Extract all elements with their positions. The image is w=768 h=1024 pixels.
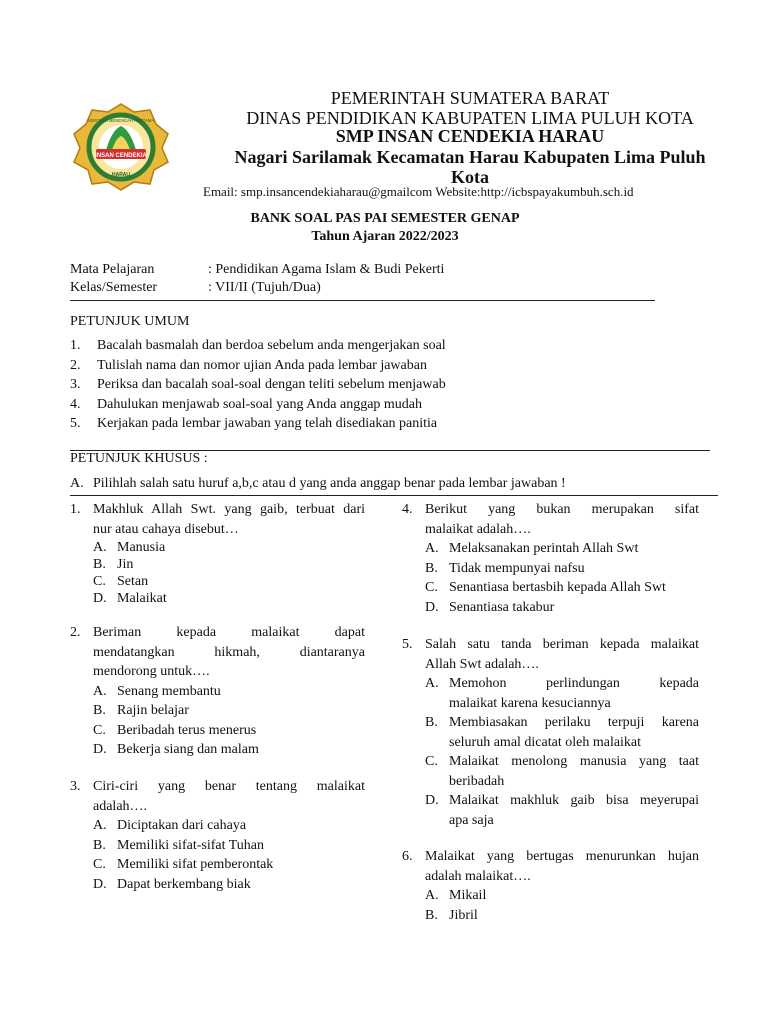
general-item-num: 2. bbox=[70, 357, 81, 373]
option-d bbox=[93, 590, 365, 607]
exam-title: BANK SOAL PAS PAI SEMESTER GENAP bbox=[250, 211, 520, 226]
info-value-class: : VII/II (Tujuh/Dua) bbox=[208, 280, 321, 295]
option-text: Memiliki sifat-sifat Tuhan bbox=[117, 837, 264, 853]
option-text: Senantiasa takabur bbox=[449, 599, 555, 615]
option-letter: B. bbox=[93, 837, 106, 853]
option-b bbox=[93, 836, 365, 856]
divider-special bbox=[70, 495, 718, 496]
option-c bbox=[425, 752, 699, 791]
option-letter: C. bbox=[93, 722, 106, 738]
option-letter: A. bbox=[425, 541, 439, 556]
question-number: 4. bbox=[402, 502, 413, 517]
question-text: Allah Swt adalah…. bbox=[425, 656, 539, 672]
option-d bbox=[425, 791, 699, 830]
option-text: Memohon perlindungan kepada bbox=[449, 676, 699, 691]
option-text: Jibril bbox=[449, 907, 478, 923]
option-a bbox=[93, 539, 365, 556]
option-text: seluruh amal dicatat oleh malaikat bbox=[449, 734, 642, 750]
general-item-text: Kerjakan pada lembar jawaban yang telah disediakan panitia bbox=[97, 416, 438, 431]
question-1 bbox=[70, 500, 365, 607]
option-text: Malaikat bbox=[117, 591, 167, 606]
option-c bbox=[93, 721, 365, 741]
option-letter: A. bbox=[93, 540, 107, 555]
option-letter: C. bbox=[93, 574, 106, 589]
option-letter: B. bbox=[425, 907, 438, 923]
option-a bbox=[425, 674, 699, 713]
question-6 bbox=[402, 847, 699, 925]
option-text: apa saja bbox=[449, 812, 494, 828]
option-letter: D. bbox=[425, 793, 439, 808]
option-a bbox=[93, 816, 365, 836]
option-letter: C. bbox=[425, 580, 438, 595]
option-letter: B. bbox=[425, 715, 438, 730]
question-number: 2. bbox=[70, 625, 81, 640]
header-line-agency: DINAS PENDIDIKAN KABUPATEN LIMA PULUH KOTA bbox=[246, 108, 694, 128]
option-letter: D. bbox=[93, 742, 107, 757]
question-number: 1. bbox=[70, 502, 81, 517]
option-letter: A. bbox=[425, 888, 439, 903]
special-instruction-letter: A. bbox=[70, 476, 84, 491]
question-3 bbox=[70, 777, 365, 894]
option-text: Bekerja siang dan malam bbox=[117, 742, 259, 757]
question-5 bbox=[402, 635, 699, 830]
option-letter: B. bbox=[93, 703, 106, 718]
info-label-subject: Mata Pelajaran bbox=[70, 262, 155, 277]
option-d bbox=[93, 740, 365, 760]
logo-text-mid: INSAN CENDEKIA bbox=[95, 153, 147, 159]
exam-year: Tahun Ajaran 2022/2023 bbox=[311, 229, 459, 244]
question-text: adalah…. bbox=[93, 798, 148, 814]
general-item bbox=[70, 356, 510, 376]
question-text: Makhluk Allah Swt. yang gaib, terbuat dari bbox=[93, 502, 365, 517]
question-4 bbox=[402, 500, 699, 617]
header-line-address: Nagari Sarilamak Kecamatan Harau Kabupaten Lima Puluh bbox=[234, 147, 706, 167]
info-value-subject: : Pendidikan Agama Islam & Budi Pekerti bbox=[208, 262, 445, 277]
general-item-num: 1. bbox=[70, 338, 81, 353]
general-item-text: Tulislah nama dan nomor ujian Anda pada lembar jawaban bbox=[97, 357, 427, 373]
option-text: Senang membantu bbox=[117, 683, 221, 699]
header-line-address-cont: Kota bbox=[451, 167, 489, 187]
question-number: 6. bbox=[402, 849, 413, 864]
option-b bbox=[425, 713, 699, 752]
header-line-school: SMP INSAN CENDEKIA HARAU bbox=[335, 126, 605, 146]
option-c bbox=[425, 578, 699, 598]
option-letter: C. bbox=[93, 857, 106, 872]
general-item-text: Periksa dan bacalah soal-soal dengan teliti sebelum menjawab bbox=[97, 377, 446, 392]
option-text: Rajin belajar bbox=[117, 703, 189, 718]
option-letter: D. bbox=[93, 591, 107, 606]
option-text: Setan bbox=[117, 574, 149, 589]
general-item-num: 3. bbox=[70, 377, 81, 392]
general-item-num: 4. bbox=[70, 396, 81, 412]
option-text: Beribadah terus menerus bbox=[117, 722, 257, 738]
option-b bbox=[93, 701, 365, 721]
option-text: Senantiasa bertasbih kepada Allah Swt bbox=[449, 580, 666, 595]
question-text: adalah malaikat…. bbox=[425, 868, 531, 884]
option-letter: D. bbox=[93, 876, 107, 892]
option-letter: B. bbox=[93, 557, 106, 572]
general-item bbox=[70, 375, 510, 395]
question-text: mendatangkan hikmah, diantaranya bbox=[93, 644, 365, 660]
general-item bbox=[70, 336, 510, 356]
question-text: Salah satu tanda beriman kepada malaikat bbox=[425, 637, 699, 652]
option-a bbox=[425, 886, 699, 906]
question-text: Beriman kepada malaikat dapat bbox=[93, 625, 365, 640]
header-line-province: PEMERINTAH SUMATERA BARAT bbox=[330, 88, 610, 108]
option-b bbox=[425, 906, 699, 926]
info-label-class: Kelas/Semester bbox=[70, 280, 158, 295]
option-c bbox=[93, 855, 365, 875]
option-b bbox=[425, 559, 699, 579]
general-item-text: Bacalah basmalah dan berdoa sebelum anda mengerjakan soal bbox=[97, 338, 446, 353]
question-number: 3. bbox=[70, 779, 81, 794]
option-letter: A. bbox=[93, 818, 107, 833]
question-text: nur atau cahaya disebut… bbox=[93, 521, 239, 537]
question-text: mendorong untuk…. bbox=[93, 664, 210, 679]
question-text: malaikat adalah…. bbox=[425, 521, 531, 537]
logo-text-top: SEKOLAH MENENGAH PERTAMA bbox=[87, 118, 155, 123]
option-d bbox=[425, 598, 699, 618]
general-item bbox=[70, 395, 510, 415]
question-text: Malaikat yang bertugas menurunkan hujan bbox=[425, 849, 699, 864]
option-letter: C. bbox=[425, 754, 438, 769]
general-item-num: 5. bbox=[70, 416, 81, 431]
option-text: Manusia bbox=[117, 540, 166, 555]
question-text: Berikut yang bukan merupakan sifat bbox=[425, 502, 699, 517]
option-a bbox=[93, 682, 365, 702]
option-text: Memiliki sifat pemberontak bbox=[117, 857, 274, 872]
special-heading: PETUNJUK KHUSUS : bbox=[70, 451, 208, 466]
divider-info bbox=[70, 300, 655, 301]
general-heading: PETUNJUK UMUM bbox=[70, 314, 190, 329]
option-letter: B. bbox=[425, 560, 438, 576]
option-letter: A. bbox=[93, 683, 107, 699]
option-a bbox=[425, 539, 699, 559]
option-text: Mikail bbox=[449, 888, 487, 903]
option-text: beribadah bbox=[449, 773, 505, 789]
option-text: malaikat karena kesuciannya bbox=[449, 695, 611, 711]
general-item-text: Dahulukan menjawab soal-soal yang Anda anggap mudah bbox=[97, 396, 423, 412]
option-text: Malaikat menolong manusia yang taat bbox=[449, 754, 699, 769]
option-c bbox=[93, 573, 365, 590]
option-text: Diciptakan dari cahaya bbox=[117, 818, 247, 833]
option-letter: A. bbox=[425, 676, 439, 691]
logo-text-bot: HARAU bbox=[111, 172, 131, 178]
school-logo-emblem bbox=[68, 102, 174, 192]
special-instruction: Pilihlah salah satu huruf a,b,c atau d yang anda anggap benar pada lembar jawaban ! bbox=[93, 476, 566, 491]
option-text: Membiasakan perilaku terpuji karena bbox=[449, 715, 699, 730]
general-item bbox=[70, 414, 510, 434]
option-text: Dapat berkembang biak bbox=[117, 876, 251, 892]
question-2 bbox=[70, 623, 365, 760]
option-d bbox=[93, 875, 365, 895]
question-number: 5. bbox=[402, 637, 413, 652]
option-text: Tidak mempunyai nafsu bbox=[449, 560, 585, 576]
option-b bbox=[93, 556, 365, 573]
option-letter: D. bbox=[425, 599, 439, 615]
option-text: Jin bbox=[117, 557, 134, 572]
option-text: Melaksanakan perintah Allah Swt bbox=[449, 541, 639, 556]
question-text: Ciri-ciri yang benar tentang malaikat bbox=[93, 779, 365, 794]
general-list bbox=[70, 336, 510, 434]
option-text: Malaikat makhluk gaib bisa meyerupai bbox=[449, 793, 699, 808]
header-contact: Email: smp.insancendekiaharau@gmailcom Website:http://icbspayakumbuh.sch.id bbox=[203, 184, 634, 199]
